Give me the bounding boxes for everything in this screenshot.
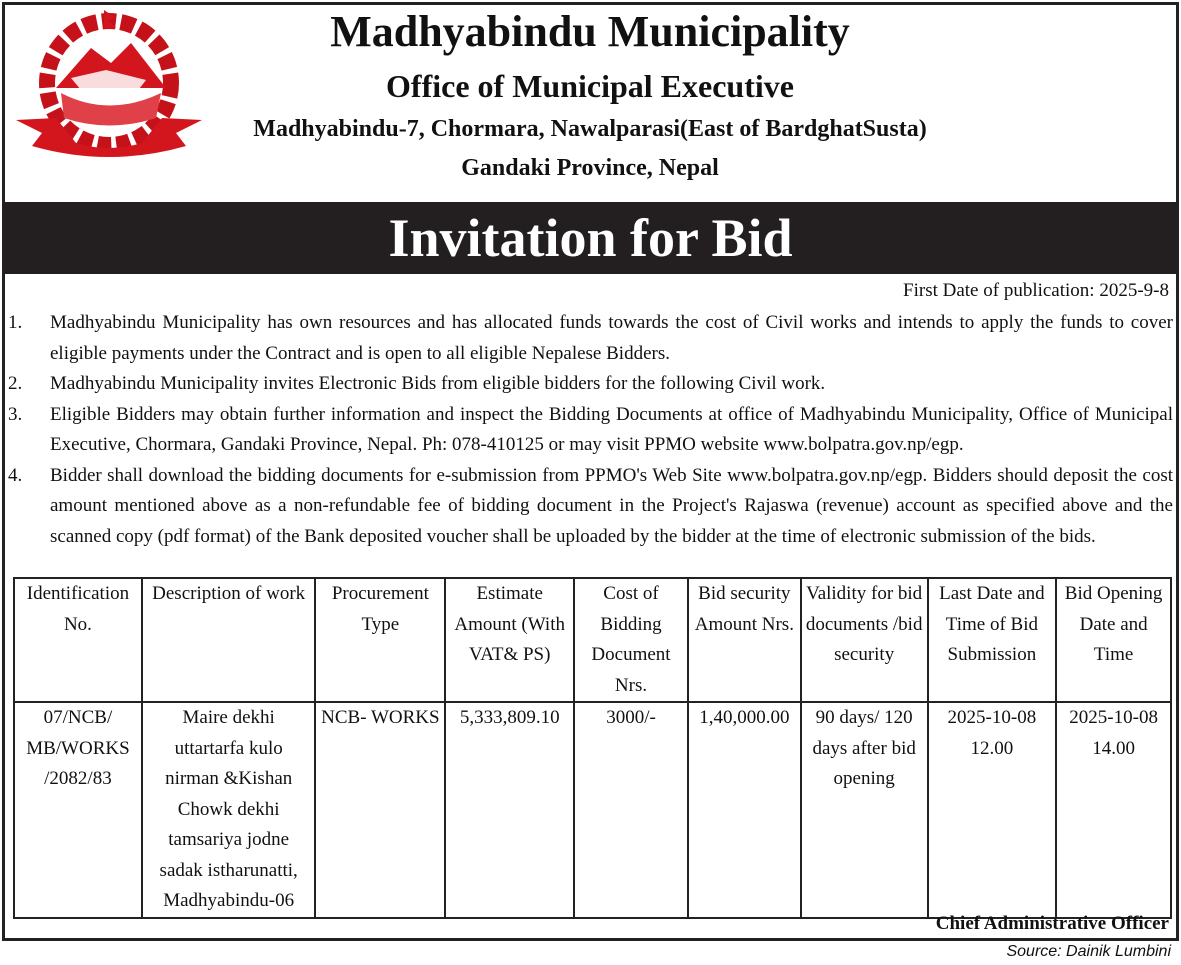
table-header-row	[14, 578, 1171, 702]
source-credit: Source: Dainik Lumbini	[1006, 943, 1171, 960]
paragraph-number: 4.	[8, 464, 23, 486]
header-cell: Validity for bid documents /bid security	[801, 578, 928, 702]
header-cell: Procurement Type	[315, 578, 445, 702]
publication-date: First Date of publication: 2025-9-8	[903, 280, 1169, 301]
paragraph-text: Madhyabindu Municipality invites Electronic Bids from eligible bidders for the following Civil work.	[50, 373, 826, 394]
paragraph-number: 3.	[8, 403, 23, 425]
paragraph	[8, 400, 1173, 461]
paragraph-text: Bidder shall download the bidding documents for e-submission from PPMO's Web Site www.bolpatra.gov.np/egp. Bidders should deposit the cost amount mentioned above as a non-refundable fee of bidding document in the Project's Rajaswa (revenue) account as specified above and the scanned copy (pdf format) of the Bank deposited voucher shall be uploaded by the bidder at the time of electronic submission of the bids.	[50, 464, 1173, 547]
notice-banner: Invitation for Bid	[3, 202, 1178, 274]
table-cell: 5,333,809.10	[445, 702, 574, 918]
bid-table	[13, 577, 1172, 919]
municipality-title: Madhyabindu Municipality	[330, 7, 850, 56]
table-cell: 1,40,000.00	[688, 702, 801, 918]
header-cell: Identification No.	[14, 578, 142, 702]
paragraph-number: 1.	[8, 312, 23, 333]
address: Madhyabindu-7, Chormara, Nawalparasi(East of BardghatSusta)	[253, 116, 927, 142]
notice-paragraphs	[8, 308, 1173, 552]
province: Gandaki Province, Nepal	[461, 155, 719, 181]
paragraph-number: 2.	[8, 373, 23, 394]
header-cell: Description of work	[142, 578, 316, 702]
paragraph	[8, 461, 1173, 553]
paragraph	[8, 369, 1173, 400]
signature: Chief Administrative Officer	[935, 913, 1169, 934]
header-cell: Bid security Amount Nrs.	[688, 578, 801, 702]
table-row	[14, 702, 1171, 918]
table-cell: 2025-10-08 12.00	[928, 702, 1057, 918]
table-cell: NCB- WORKS	[315, 702, 445, 918]
header-cell: Cost of Bidding Document Nrs.	[574, 578, 688, 702]
table-cell: 2025-10-08 14.00	[1056, 702, 1171, 918]
paragraph	[8, 308, 1173, 369]
header-cell: Estimate Amount (With VAT& PS)	[445, 578, 574, 702]
paragraph-text: Eligible Bidders may obtain further information and inspect the Bidding Documents at office of Madhyabindu Municipality, Office of Municipal Executive, Chormara, Gandaki Province, Nepal. Ph: 078-410125 or may visit PPMO website www.bolpatra.gov.np/egp.	[50, 403, 1173, 455]
table-cell: 90 days/ 120 days after bid opening	[801, 702, 928, 918]
nepal-emblem-logo	[16, 8, 202, 158]
paragraph-text: Madhyabindu Municipality has own resources and has allocated funds towards the cost of Civil works and intends to apply the funds to cover eligible payments under the Contract and is open to all eligible Nepalese Bidders.	[50, 312, 1173, 364]
table-cell: Maire dekhi uttartarfa kulo nirman &Kishan Chowk dekhi tamsariya jodne sadak istharunatti, Madhyabindu-06	[142, 702, 316, 918]
table-cell: 07/NCB/ MB/WORKS /2082/83	[14, 702, 142, 918]
table-cell: 3000/-	[574, 702, 688, 918]
header-cell: Bid Opening Date and Time	[1056, 578, 1171, 702]
header-cell: Last Date and Time of Bid Submission	[928, 578, 1057, 702]
office-title: Office of Municipal Executive	[386, 68, 794, 104]
